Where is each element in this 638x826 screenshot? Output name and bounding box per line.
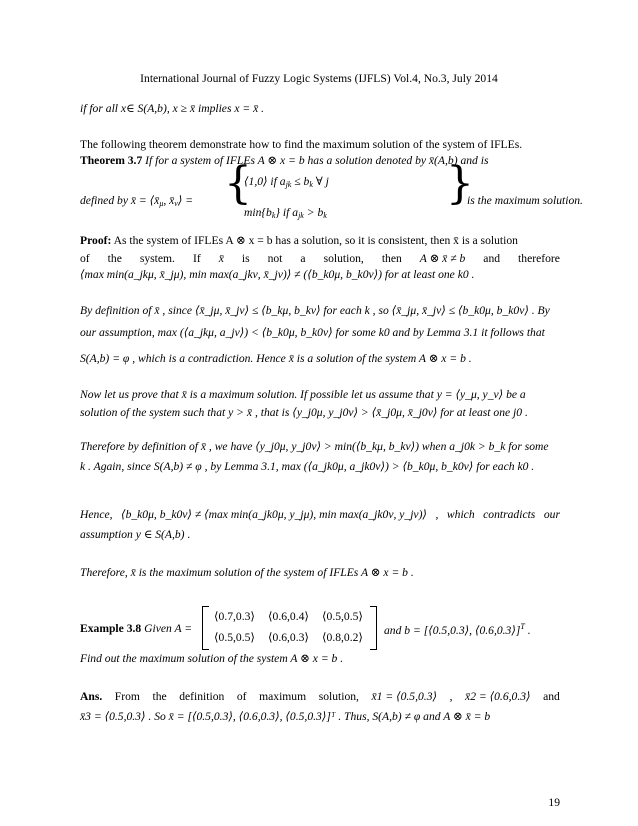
line-intro: The following theorem demonstrate how to find the maximum solution of the system of IFLEs.: [80, 138, 523, 151]
case-one: ⟨1,0⟩ if $a_{jk} \le b_k$ ∀ j: [244, 175, 329, 189]
matrix-cell-1-1: ⟨0.7,0.3⟩: [214, 610, 255, 623]
matrix-right-bracket: [370, 606, 377, 650]
theorem-text: If for a system of IFLEs A ⊗ x = b has a solution denoted by x̄(A,b) and is: [142, 154, 489, 167]
paragraph-therefore-2: k . Again, since S(A,b) ≠ φ , by Lemma 3.1, max (⟨a_jk0μ, a_jk0ν⟩) > ⟨b_k0μ, b_k0ν⟩ for each k0 .: [80, 460, 535, 473]
matrix-cell-2-1: ⟨0.5,0.5⟩: [214, 631, 255, 644]
page-number: 19: [548, 796, 560, 809]
example-label-line: Example 3.8 Given A =: [80, 622, 193, 635]
right-brace: }: [446, 158, 474, 209]
paragraph-definition: By definition of x̄ , since ⟨x̄_jμ, x̄_jν⟩ ≤ ⟨b_kμ, b_kν⟩ for each k , so ⟨x̄_jμ, x̄_jν⟩ ≤ ⟨b_k0μ, b_k0ν⟩ . By: [80, 304, 550, 317]
example-b-vector: and b = [⟨0.5,0.3⟩, ⟨0.6,0.3⟩]$^T$ .: [384, 622, 531, 637]
matrix-cell-1-3: ⟨0.5,0.5⟩: [322, 610, 363, 623]
proof-line-1: Proof: As the system of IFLEs A ⊗ x = b has a solution, so it is consistent, then x̄ is a solution: [80, 234, 518, 247]
line-condition: if for all x∈ S(A,b), x ≥ x̄ implies x = x̄ .: [80, 102, 265, 115]
matrix-cell-1-2: ⟨0.6,0.4⟩: [268, 610, 309, 623]
answer-line-2: x̄3 = ⟨0.5,0.3⟩ . So x̄ = [⟨0.5,0.3⟩, ⟨0.6,0.3⟩, ⟨0.5,0.3⟩]ᵀ . Thus, S(A,b) ≠ φ and A ⊗ x̄ = b: [80, 710, 491, 723]
definition-prefix: defined by x̄ = $⟨x̄_\mu$, $x̄_\nu⟩$ =: [80, 194, 194, 208]
matrix-cell-2-2: ⟨0.6,0.3⟩: [268, 631, 309, 644]
paragraph-assumption: our assumption, max (⟨a_jkμ, a_jν⟩) < ⟨b_k0μ, b_k0ν⟩ for some k0 and by Lemma 3.1 it follows that: [80, 326, 545, 339]
paragraph-therefore-1: Therefore by definition of x̄ , we have ⟨y_j0μ, y_j0ν⟩ > min(⟨b_kμ, b_kν⟩) when a_j0k > b_k for some: [80, 440, 549, 453]
matrix-cell-2-3: ⟨0.8,0.2⟩: [322, 631, 363, 644]
proof-line-2: of the system. If x̄ is not a solution, then A ⊗ x̄ ≠ b and therefore: [80, 252, 560, 265]
example-label: Example 3.8: [80, 622, 142, 635]
example-question: Find out the maximum solution of the system A ⊗ x = b .: [80, 652, 344, 665]
theorem-statement: [80, 154, 560, 168]
paragraph-contradiction: S(A,b) = φ , which is a contradiction. Hence x̄ is a solution of the system A ⊗ x = b .: [80, 352, 472, 365]
journal-header: International Journal of Fuzzy Logic Systems (IJFLS) Vol.4, No.3, July 2014: [140, 72, 498, 85]
case-two: $\min\{b_k\}$ if $a_{jk} > b_k$: [244, 206, 327, 220]
theorem-label: Theorem 3.7: [80, 154, 143, 167]
answer-line-1: Ans. From the definition of maximum solution, x̄1 = ⟨0.5,0.3⟩ , x̄2 = ⟨0.6,0.3⟩ and: [80, 690, 560, 703]
max-solution-text: is the maximum solution.: [467, 194, 583, 207]
paragraph-hence: Hence, ⟨b_k0μ, b_k0ν⟩ ≠ ⟨max min(a_jk0μ, y_jμ), min max(a_jk0ν, y_jν)⟩ , which contradicts our: [80, 508, 560, 521]
proof-label: Proof:: [80, 234, 112, 247]
matrix-left-bracket: [202, 606, 209, 650]
paragraph-max-proof-1: Now let us prove that x̄ is a maximum solution. If possible let us assume that y = ⟨y_μ, y_ν⟩ be a: [80, 388, 526, 401]
paragraph-assumption-end: assumption y ∈ S(A,b) .: [80, 528, 191, 541]
paragraph-max-proof-2: solution of the system such that y > x̄ , that is ⟨y_j0μ, y_j0ν⟩ > ⟨x̄_j0μ, x̄_j0ν⟩ for at least one j0 .: [80, 406, 528, 419]
proof-line-3: ⟨max min(a_jkμ, x̄_jμ), min max(a_jkν, x̄_jν)⟩ ≠ (⟨b_k0μ, b_k0ν⟩) for at least one k0 .: [80, 268, 475, 281]
paragraph-conclusion: Therefore, x̄ is the maximum solution of the system of IFLEs A ⊗ x = b .: [80, 566, 414, 579]
left-brace: {: [224, 158, 252, 209]
